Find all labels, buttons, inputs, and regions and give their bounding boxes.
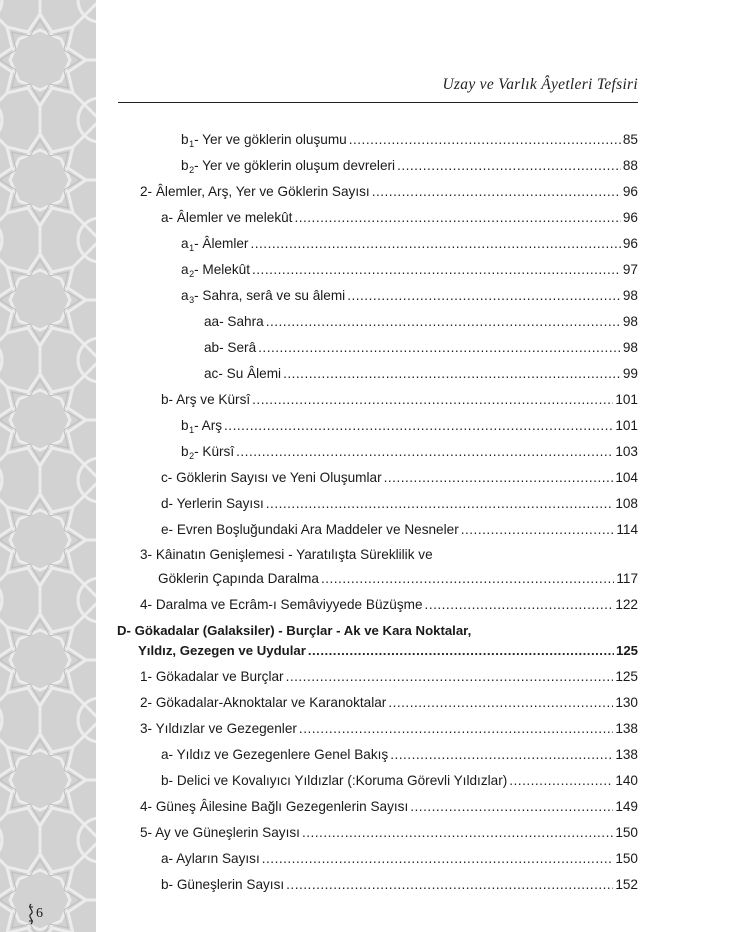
toc-entry-label <box>181 235 248 257</box>
toc-page-number: 140 <box>615 773 638 788</box>
toc-entry-label <box>204 365 281 383</box>
dot-leader <box>302 824 613 842</box>
toc-entry-prefix: b <box>181 132 189 147</box>
toc-page-number: 152 <box>615 877 638 892</box>
toc-page-number: 96 <box>622 236 638 251</box>
toc-entry-text: - Kürsî <box>194 444 235 459</box>
toc-entry-text: a- Yıldız ve Gezegenlere Genel Bakış <box>161 747 389 762</box>
toc-page-number: 104 <box>615 470 638 485</box>
toc-entry-text: ac- Su Âlemi <box>204 366 282 381</box>
toc-entry-first-line: D- Gökadalar (Galaksiler) - Burçlar - Ak ve Kara Noktalar, <box>117 623 472 638</box>
toc-page-number: 98 <box>622 314 638 329</box>
toc-entry <box>140 183 638 201</box>
toc-entry-label <box>161 850 260 868</box>
toc-entry-prefix: b <box>181 444 189 459</box>
toc-entry-subscript: 1 <box>189 425 195 435</box>
toc-entry-label <box>181 261 250 283</box>
toc-entry <box>181 131 638 153</box>
toc-page-number: 138 <box>615 721 638 736</box>
toc-page-number: 149 <box>615 799 638 814</box>
dot-leader <box>262 850 614 868</box>
toc-entry-label <box>161 746 388 764</box>
toc-entry-text: - Yer ve göklerin oluşumu <box>194 132 347 147</box>
toc-page-number: 85 <box>622 132 638 147</box>
toc-entry-text: - Yer ve göklerin oluşum devreleri <box>194 158 396 173</box>
toc-entry <box>140 694 638 712</box>
toc-entry-label <box>161 876 284 894</box>
toc-entry <box>204 339 638 357</box>
dot-leader <box>236 443 613 461</box>
toc-page-number: 114 <box>616 522 638 537</box>
toc-entry <box>181 157 638 179</box>
toc-entry-label <box>161 772 507 790</box>
dot-leader <box>384 469 614 487</box>
toc-entry <box>140 824 638 842</box>
toc-entry-label <box>181 131 347 153</box>
dot-leader <box>349 131 621 149</box>
dot-leader <box>250 235 620 253</box>
toc-entry-label <box>181 287 345 309</box>
page-number: 6 <box>36 906 43 921</box>
toc-entry-text: 1- Gökadalar ve Burçlar <box>140 669 284 684</box>
toc-entry-subscript: 2 <box>189 165 195 175</box>
toc-entry-text: Göklerin Çapında Daralma <box>158 571 319 586</box>
toc-entry-first-line: 3- Kâinatın Genişlemesi - Yaratılışta Süreklilik ve <box>140 547 433 562</box>
folio-ornament-icon <box>26 903 36 925</box>
toc-entry-label <box>140 824 300 842</box>
toc-entry <box>140 596 638 614</box>
toc-page-number: 99 <box>622 366 638 381</box>
toc-entry <box>140 798 638 816</box>
toc-entry-label <box>140 694 386 712</box>
toc-entry <box>161 495 638 513</box>
toc-entry-prefix: a <box>181 288 189 303</box>
toc-entry-text: - Melekût <box>194 262 250 277</box>
toc-entry-label <box>158 570 319 588</box>
toc-entry-text: - Sahra, serâ ve su âlemi <box>194 288 346 303</box>
toc-entry <box>204 365 638 383</box>
toc-entry-subscript: 1 <box>189 243 195 253</box>
toc-page-number: 150 <box>615 825 638 840</box>
toc-entry-label <box>161 495 264 513</box>
toc-entry-subscript: 3 <box>189 295 195 305</box>
toc-entry <box>138 642 638 660</box>
toc-entry <box>161 391 638 409</box>
toc-entry-text: 2- Gökadalar-Aknoktalar ve Karanoktalar <box>140 695 387 710</box>
toc-entry-label <box>204 313 264 331</box>
toc-page-number: 117 <box>616 571 638 586</box>
toc-entry <box>161 876 638 894</box>
dot-leader <box>283 365 621 383</box>
toc-entry <box>181 235 638 257</box>
toc-page-number: 101 <box>615 392 638 407</box>
dot-leader <box>252 391 613 409</box>
dot-leader <box>410 798 613 816</box>
toc-entry-text: 3- Yıldızlar ve Gezegenler <box>140 721 297 736</box>
toc-entry <box>204 313 638 331</box>
toc-entry-prefix: a <box>181 262 189 277</box>
toc-entry-text: d- Yerlerin Sayısı <box>161 496 264 511</box>
toc-entry-label <box>181 443 234 465</box>
toc-entry <box>140 720 638 738</box>
toc-entry <box>161 746 638 764</box>
toc-entry-text: 5- Ay ve Güneşlerin Sayısı <box>140 825 300 840</box>
dot-leader <box>224 417 613 435</box>
dot-leader <box>286 668 614 686</box>
toc-page-number: 150 <box>615 851 638 866</box>
toc-entry-text: b- Delici ve Kovalıyıcı Yıldızlar (:Koruma Görevli Yıldızlar) <box>161 773 508 788</box>
toc-entry <box>161 850 638 868</box>
toc-entry-label <box>140 183 370 201</box>
toc-entry-label <box>161 391 250 409</box>
toc-entry-label <box>161 521 459 539</box>
toc-page-number: 97 <box>622 262 638 277</box>
toc-page-number: 98 <box>622 340 638 355</box>
toc-entry-subscript: 1 <box>189 139 195 149</box>
dot-leader <box>509 772 613 790</box>
toc-page-number: 103 <box>615 444 638 459</box>
dot-leader <box>347 287 621 305</box>
toc-entry-label <box>140 668 284 686</box>
toc-page-number: 101 <box>615 418 638 433</box>
toc-entry <box>161 209 638 227</box>
toc-entry-subscript: 2 <box>189 451 195 461</box>
toc-page-number: 130 <box>615 695 638 710</box>
dot-leader <box>388 694 613 712</box>
toc-entry <box>161 521 638 539</box>
toc-entry-text: aa- Sahra <box>204 314 264 329</box>
toc-entry-prefix: a <box>181 236 189 251</box>
toc-entry-label <box>140 798 408 816</box>
dot-leader <box>372 183 621 201</box>
toc-entry-label <box>140 596 423 614</box>
toc-entry-text: a- Ayların Sayısı <box>161 851 260 866</box>
toc-entry <box>158 570 638 588</box>
toc-page-number: 98 <box>622 288 638 303</box>
toc-entry <box>181 417 638 439</box>
toc-entry-label <box>140 720 297 738</box>
toc-page-number: 122 <box>615 597 638 612</box>
toc-entry-text: 2- Âlemler, Arş, Yer ve Göklerin Sayısı <box>140 184 370 199</box>
toc-entry-text: Yıldız, Gezegen ve Uydular <box>138 643 306 658</box>
dot-leader <box>390 746 613 764</box>
dot-leader <box>286 876 613 894</box>
toc-page-number: 125 <box>615 669 638 684</box>
toc-page-number: 96 <box>622 184 638 199</box>
toc-entry-label <box>161 209 292 227</box>
toc-entry-text: - Arş <box>194 418 223 433</box>
running-header-title: Uzay ve Varlık Âyetleri Tefsiri <box>442 76 638 93</box>
dot-leader <box>266 313 621 331</box>
toc-entry <box>181 287 638 309</box>
toc-entry-label <box>181 417 222 439</box>
toc-page-number: 125 <box>615 643 638 658</box>
toc-entry-subscript: 2 <box>189 269 195 279</box>
toc-entry-text: b- Arş ve Kürsî <box>161 392 251 407</box>
dot-leader <box>266 495 614 513</box>
toc-entry <box>161 772 638 790</box>
toc-entry-label <box>138 642 306 660</box>
toc-entry-text: c- Göklerin Sayısı ve Yeni Oluşumlar <box>161 470 382 485</box>
dot-leader <box>294 209 620 227</box>
dot-leader <box>258 339 621 357</box>
toc-entry-text: 4- Güneş Âilesine Bağlı Gezegenlerin Sayısı <box>140 799 409 814</box>
toc-entry-label <box>181 157 395 179</box>
toc-page-number: 138 <box>615 747 638 762</box>
toc-entry <box>161 469 638 487</box>
toc-page-number: 88 <box>622 158 638 173</box>
toc-page-number: 108 <box>615 496 638 511</box>
toc-entry-text: b- Güneşlerin Sayısı <box>161 877 285 892</box>
dot-leader <box>397 157 621 175</box>
toc-entry-text: a- Âlemler ve melekût <box>161 210 293 225</box>
toc-entry <box>181 261 638 283</box>
toc-entry-text: 4- Daralma ve Ecrâm-ı Semâviyyede Büzüşme <box>140 597 423 612</box>
toc-entry-text: - Âlemler <box>194 236 249 251</box>
toc-entry-text: ab- Serâ <box>204 340 257 355</box>
toc-entry-prefix: b <box>181 158 189 173</box>
dot-leader <box>461 521 615 539</box>
dot-leader <box>252 261 621 279</box>
toc-entry <box>181 443 638 465</box>
dot-leader <box>321 570 614 588</box>
toc-entry <box>140 668 638 686</box>
toc-page-number: 96 <box>622 210 638 225</box>
dot-leader <box>299 720 613 738</box>
dot-leader <box>425 596 614 614</box>
toc-entry-label <box>161 469 382 487</box>
toc-entry-prefix: b <box>181 418 189 433</box>
toc-entry-label <box>204 339 256 357</box>
toc-entry-text: e- Evren Boşluğundaki Ara Maddeler ve Nesneler <box>161 522 459 537</box>
dot-leader <box>308 642 614 660</box>
